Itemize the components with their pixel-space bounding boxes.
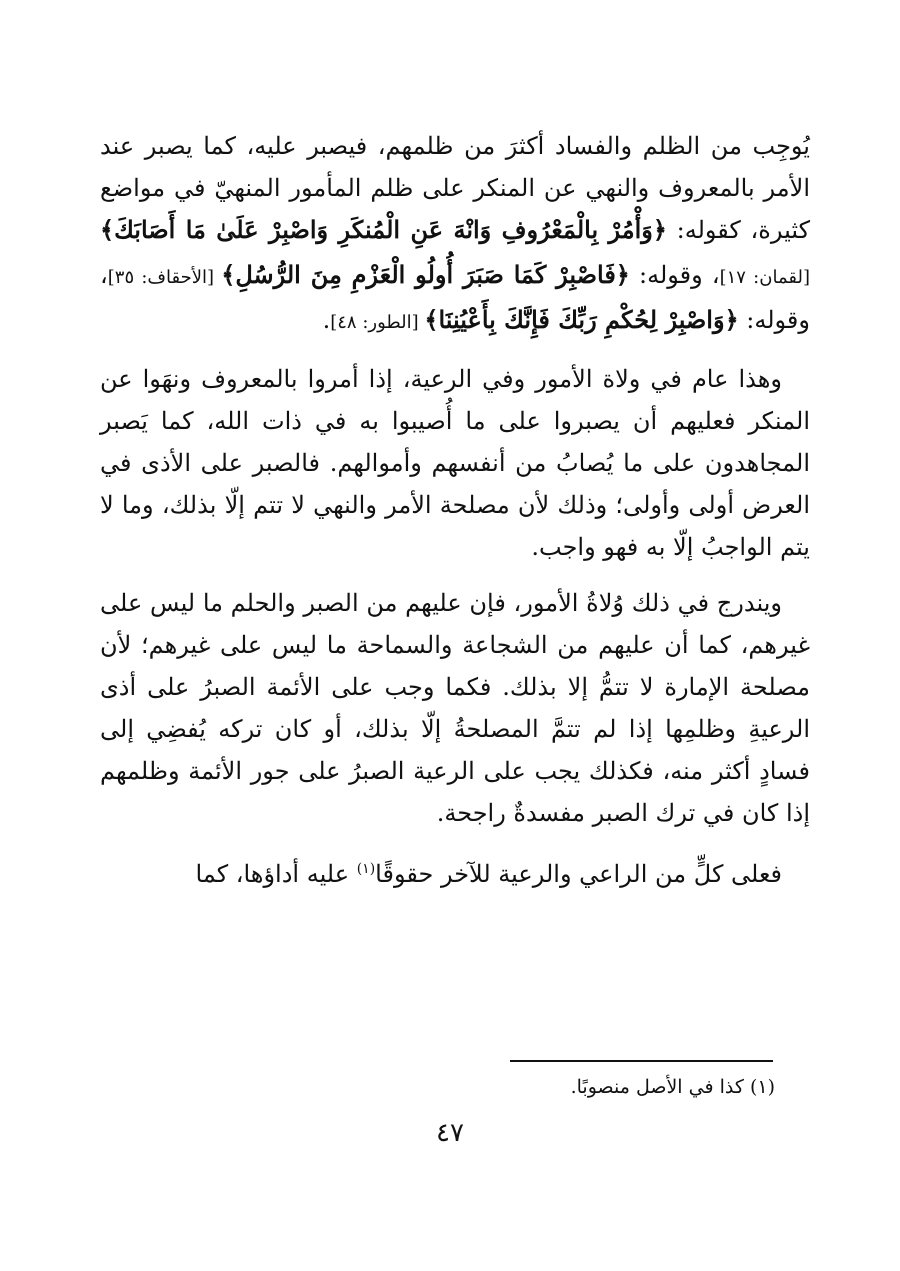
footnote-text: كذا في الأصل منصوبًا. — [570, 1076, 744, 1098]
footnote — [275, 1073, 775, 1101]
paragraph-4-text-a: فعلى كلٍّ من الراعي والرعية للآخر حقوقًا — [375, 860, 782, 888]
paragraph-1 — [100, 125, 810, 344]
page-number: ٤٧ — [436, 1118, 464, 1148]
paragraph-4-text-b: عليه أداؤها، كما — [195, 860, 357, 888]
paragraph-2: وهذا عام في ولاة الأمور وفي الرعية، إذا أمروا بالمعروف ونهَوا عن المنكر فعليهم أن يصبروا على ما أُصيبوا به في ذات الله، كما يَصبر المجاهدون على ما يُصابُ من أنفسهم وأموالهم. فالصبر على الأذى في العرض أولى وأولى؛ وذلك لأن مصلحة الأمر والنهي لا تتم إلّا بذلك، وما لا يتم الواجبُ إلّا به فهو واجب. — [100, 365, 810, 561]
verse-ref-luqman: [لقمان: ١٧] — [719, 267, 810, 288]
verse-ref-ahqaf: [الأحقاف: ٣٥] — [107, 267, 222, 288]
footnote-number: (١) — [749, 1076, 775, 1098]
paragraph-1-text-d: . — [322, 306, 331, 334]
quran-verse-luqman: ﴿وَأْمُرْ بِالْمَعْرُوفِ وَانْهَ عَنِ الْمُنكَرِ وَاصْبِرْ عَلَىٰ مَا أَصَابَكَ﴾ — [100, 215, 667, 244]
paragraph-3: ويندرج في ذلك وُلاةُ الأمور، فإن عليهم من الصبر والحلم ما ليس على غيرهم، كما أن عليهم من الشجاعة والسماحة ما ليس على غيرهم؛ لأن مصلحة الإمارة لا تتمُّ إلا بذلك. فكما وجب على الأئمة الصبرُ على أذى الرعيةِ وظلمِها إذا لم تتمَّ المصلحةُ إلّا بذلك، أو كان تركه يُفضِي إلى فسادٍ أكثر منه، فكذلك يجب على الرعية الصبرُ على جور الأئمة وظلمهم إذا كان في ترك الصبر مفسدةٌ راجحة. — [100, 589, 810, 827]
paragraph-1-text-b: ، وقوله: — [629, 261, 720, 289]
footnote-reference-mark[interactable]: (١) — [356, 861, 376, 877]
paragraph-1-text-a: يُوجِب من الظلم والفساد أكثرَ من ظلمهم، فيصبر عليه، كما يصبر عند الأمر بالمعروف والنهي عن المنكر على ظلم المأمور المنهيّ في مواضع كثيرة، كقوله: — [100, 132, 810, 244]
verse-ref-tur: [الطور: ٤٨] — [330, 312, 425, 333]
paragraph-4 — [100, 848, 810, 895]
paragraph-1-text-c: ، وقوله: — [100, 261, 810, 334]
quran-verse-ahqaf: ﴿فَاصْبِرْ كَمَا صَبَرَ أُولُو الْعَزْمِ مِنَ الرُّسُلِ﴾ — [221, 260, 630, 289]
page-body — [100, 125, 810, 909]
footnote-separator — [510, 1060, 773, 1062]
quran-verse-tur: ﴿وَاصْبِرْ لِحُكْمِ رَبِّكَ فَإِنَّكَ بِأَعْيُنِنَا﴾ — [424, 305, 739, 334]
